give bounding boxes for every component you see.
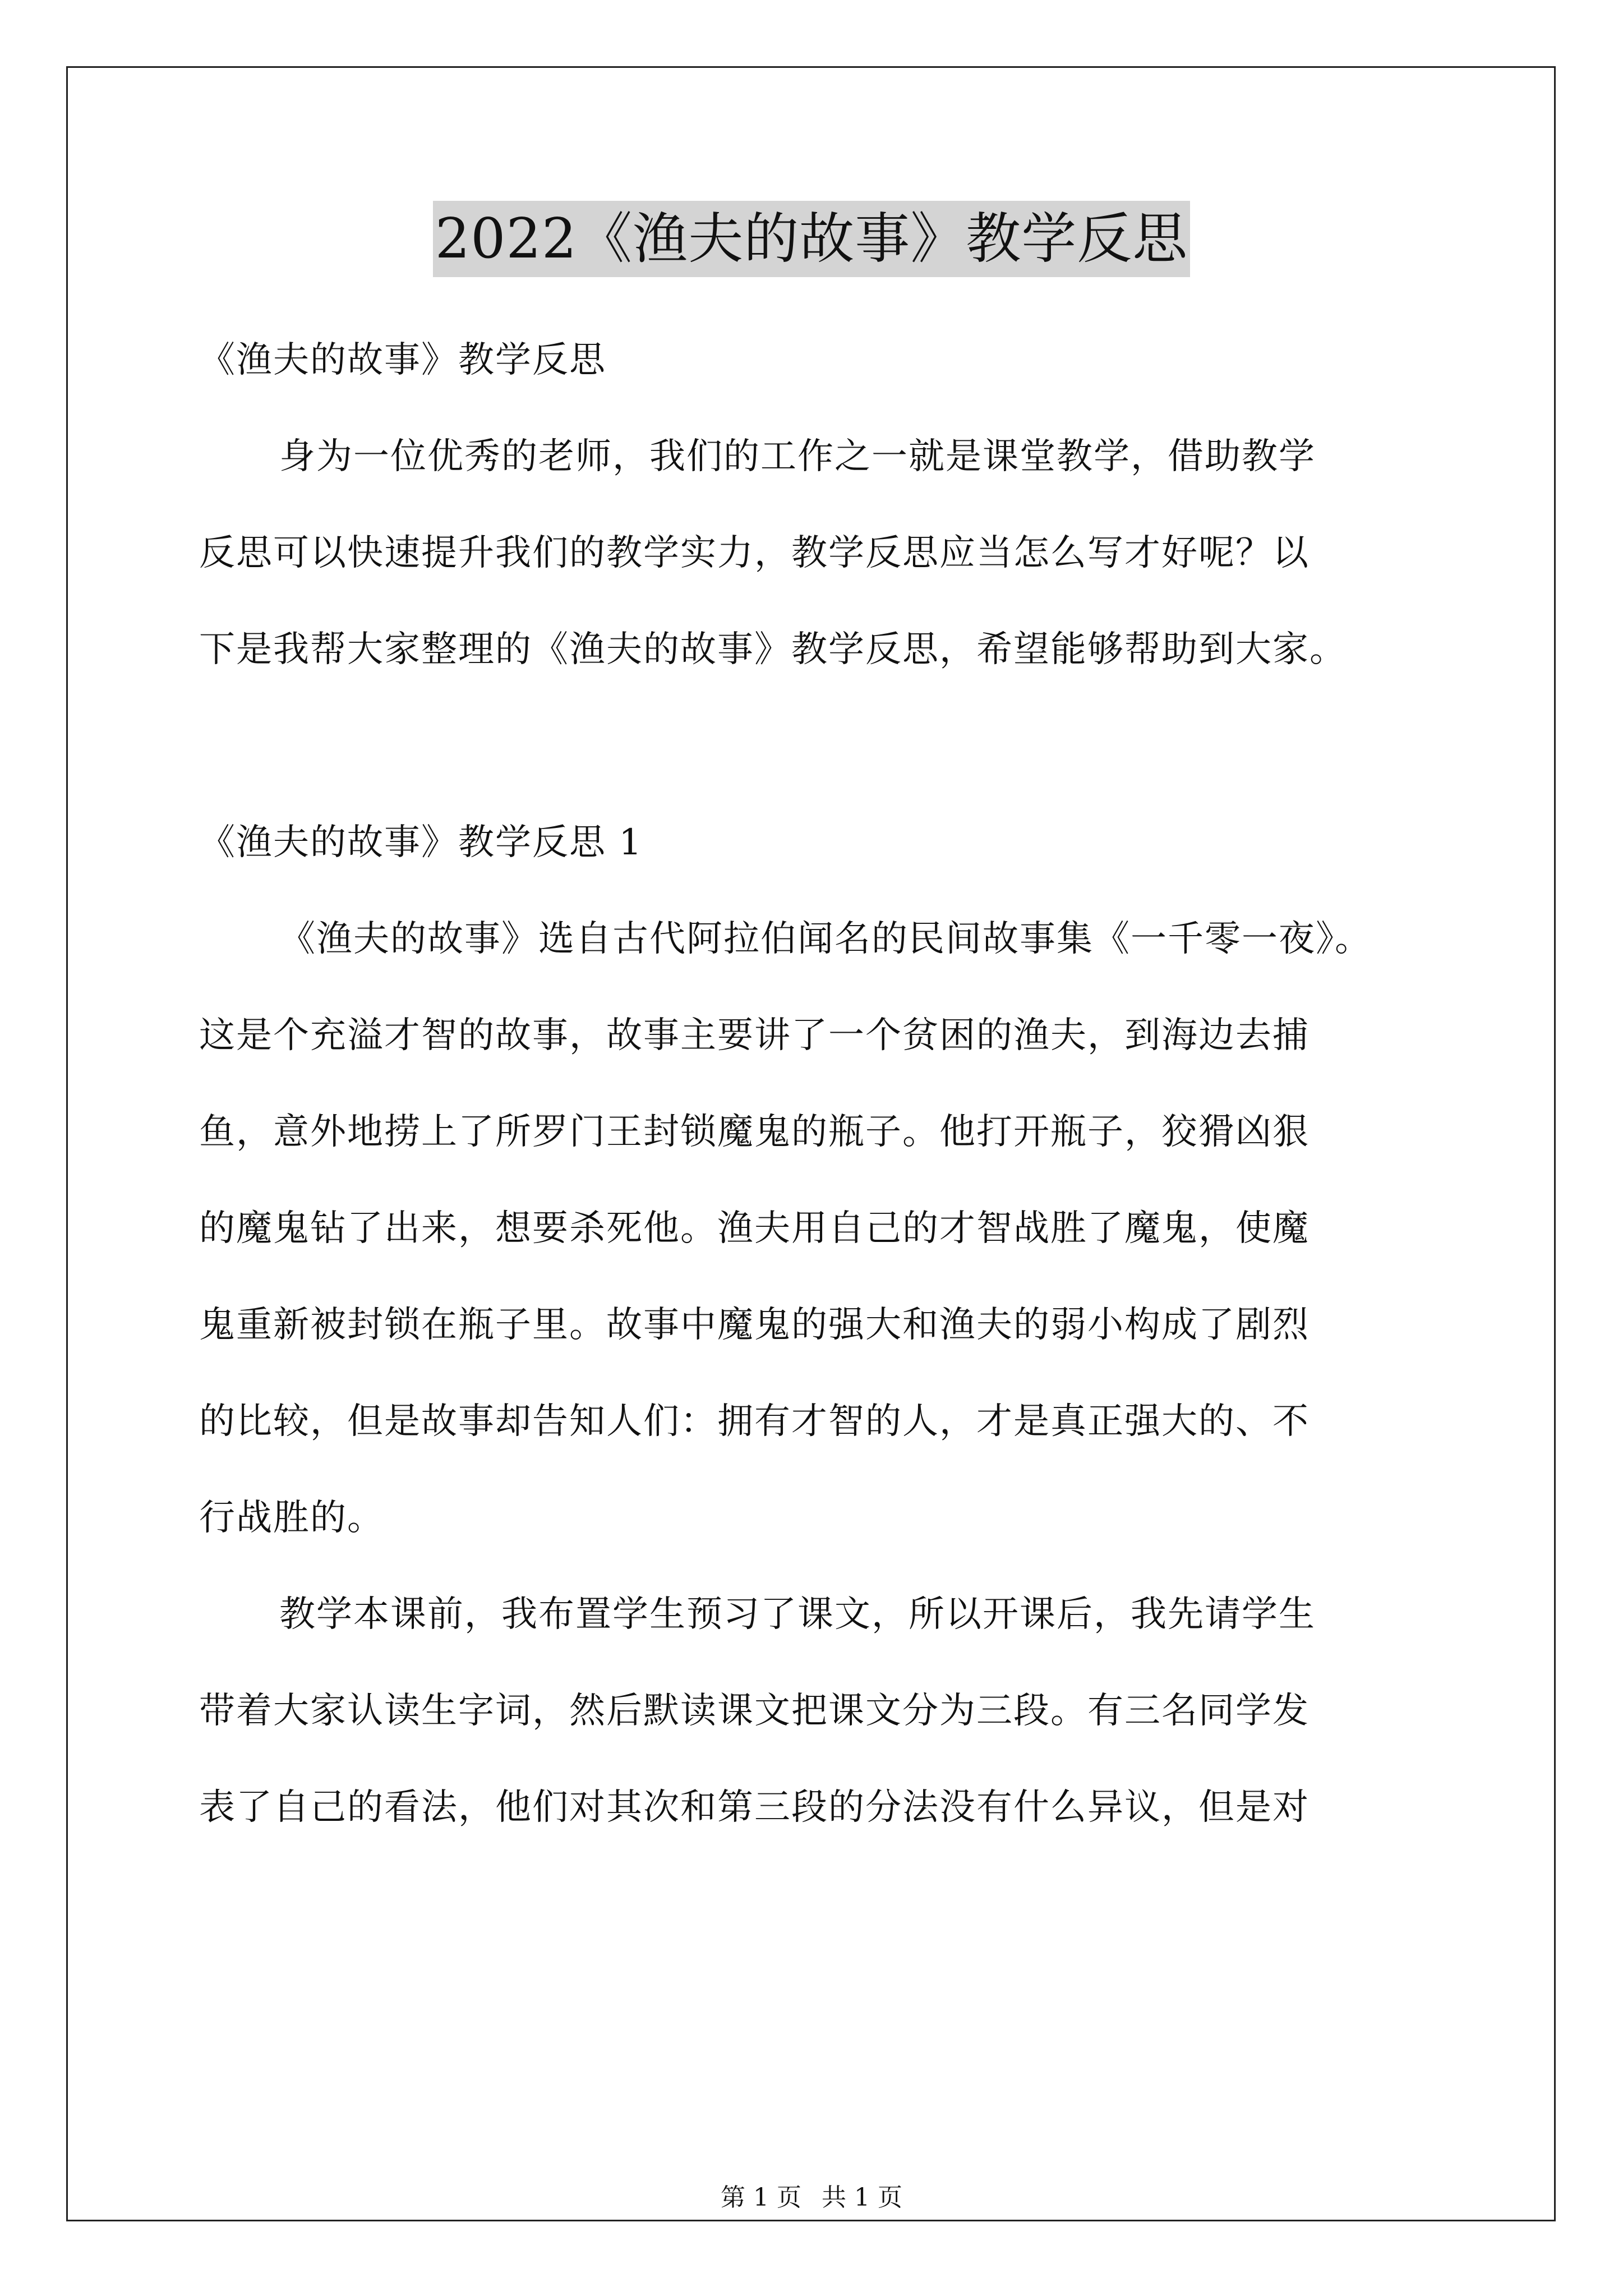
spacer	[199, 698, 1489, 794]
paragraph-line: 的魔鬼钻了出来，想要杀死他。渔夫用自己的才智战胜了魔鬼，使魔	[199, 1208, 1310, 1249]
section-heading: 《渔夫的故事》教学反思 1	[199, 822, 643, 863]
paragraph-line: 鬼重新被封锁在瓶子里。故事中魔鬼的强大和渔夫的弱小构成了剧烈	[199, 1304, 1310, 1346]
document-body	[199, 312, 1489, 1856]
paragraph-line: 鱼，意外地捞上了所罗门王封锁魔鬼的瓶子。他打开瓶子，狡猾凶狠	[199, 1111, 1310, 1153]
document-title: 2022《渔夫的故事》教学反思	[433, 201, 1190, 277]
intro-line: 下是我帮大家整理的《渔夫的故事》教学反思，希望能够帮助到大家。	[199, 629, 1347, 670]
title-container	[0, 201, 1623, 277]
paragraph-line: 行战胜的。	[199, 1497, 384, 1539]
intro-line: 反思可以快速提升我们的教学实力，教学反思应当怎么写才好呢？以	[199, 532, 1310, 574]
paragraph-line: 《渔夫的故事》选自古代阿拉伯闻名的民间故事集《一千零一夜》。	[279, 918, 1372, 960]
page-number-total: 共 1 页	[822, 2183, 902, 2212]
page-footer	[0, 2181, 1623, 2215]
paragraph-line: 教学本课前，我布置学生预习了课文，所以开课后，我先请学生	[279, 1594, 1316, 1635]
paragraph-line: 表了自己的看法，他们对其次和第三段的分法没有什么异议，但是对	[199, 1787, 1310, 1828]
subtitle: 《渔夫的故事》教学反思	[199, 339, 606, 381]
paragraph-line: 这是个充溢才智的故事，故事主要讲了一个贫困的渔夫，到海边去捕	[199, 1015, 1310, 1056]
paragraph-line: 带着大家认读生字词，然后默读课文把课文分为三段。有三名同学发	[199, 1690, 1310, 1732]
page-number-current: 第 1 页	[721, 2183, 801, 2212]
paragraph-line: 的比较，但是故事却告知人们：拥有才智的人，才是真正强大的、不	[199, 1401, 1310, 1442]
intro-line: 身为一位优秀的老师，我们的工作之一就是课堂教学，借助教学	[279, 436, 1316, 477]
